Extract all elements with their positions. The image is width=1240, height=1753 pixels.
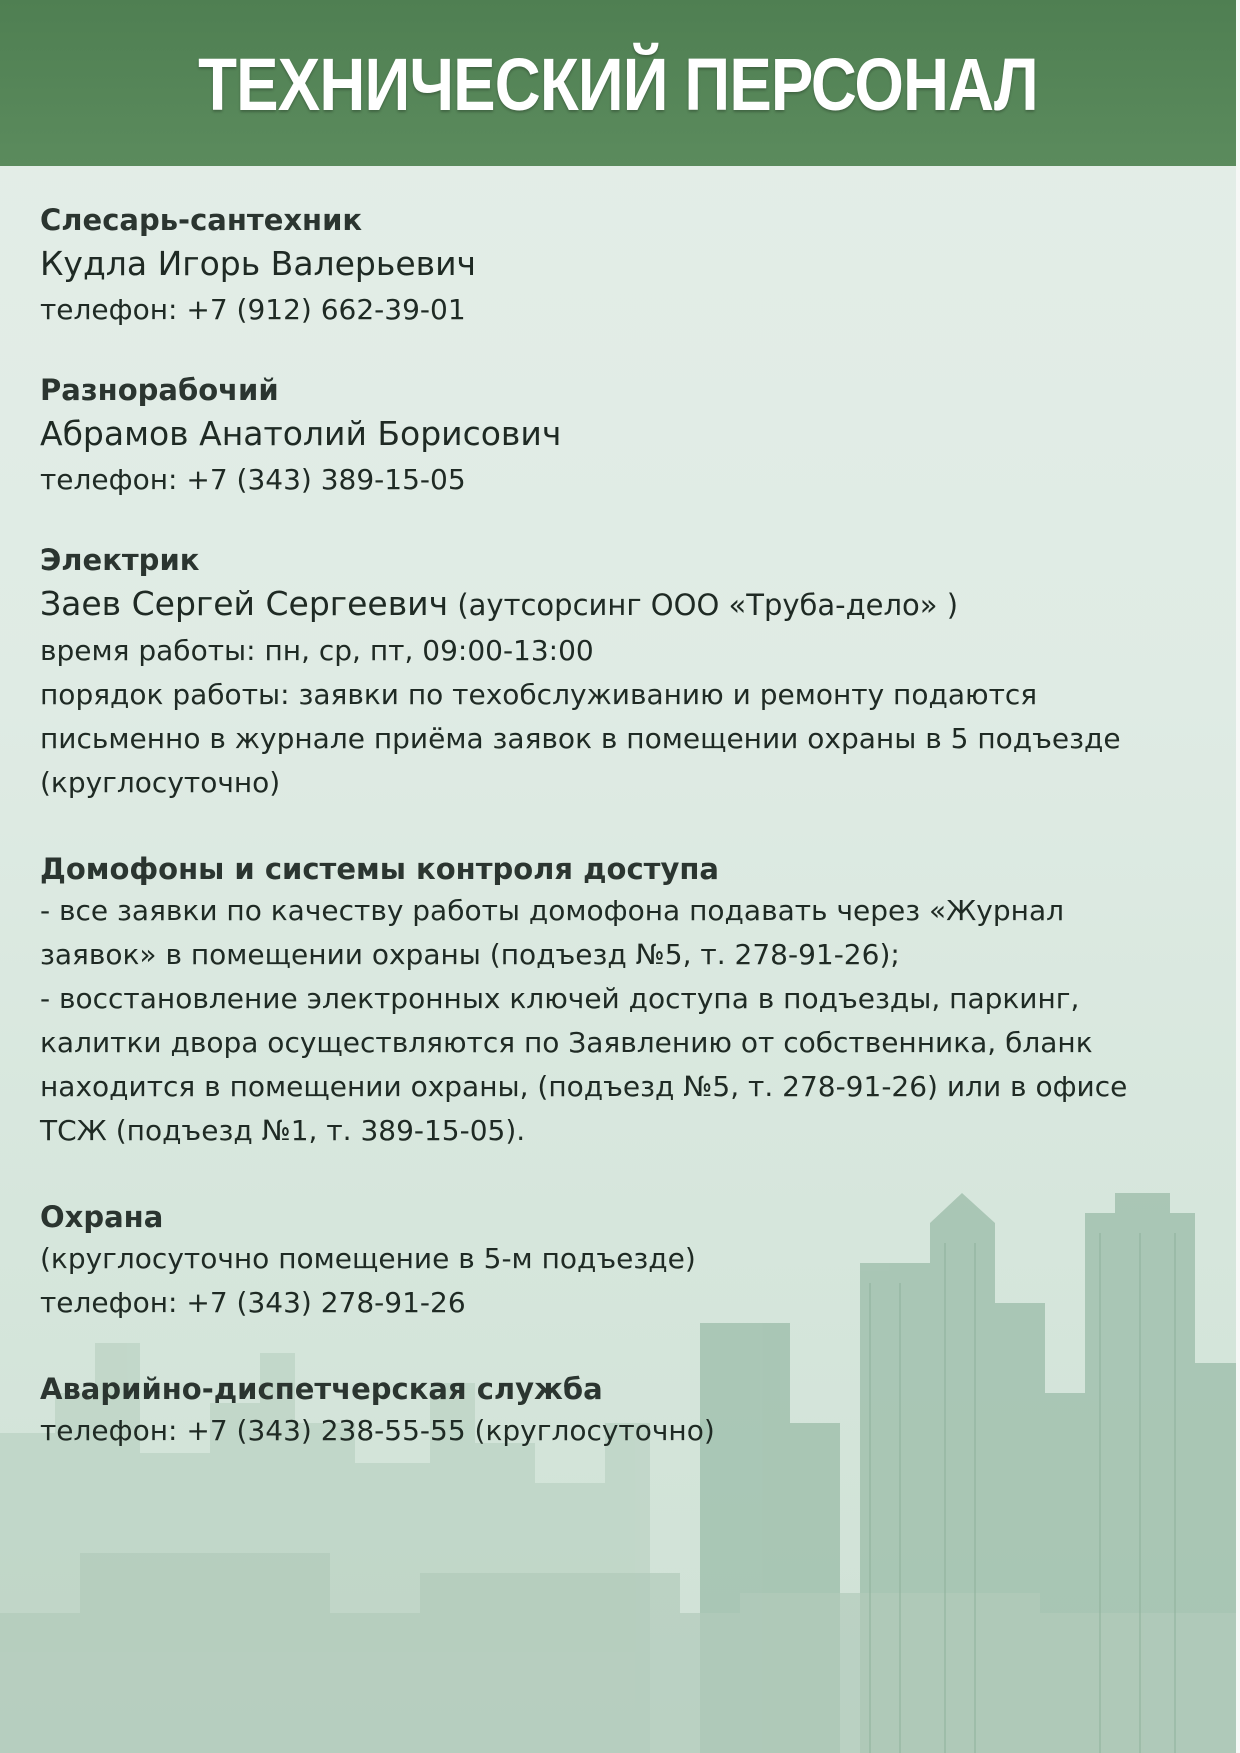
staff-list	[40, 200, 1190, 1453]
spacer	[40, 1325, 1190, 1369]
info-line: находится в помещении охраны, (подъезд №5, т. 278-91-26) или в офисе	[40, 1070, 1128, 1103]
role-title: Аварийно-диспетчерская служба	[40, 1372, 603, 1406]
info-line: ТСЖ (подъезд №1, т. 389-15-05).	[40, 1114, 526, 1147]
staff-name: Заев Сергей Сергеевич	[40, 584, 449, 623]
role-title: Электрик	[40, 543, 200, 577]
phone-line: телефон: +7 (343) 278-91-26	[40, 1286, 466, 1319]
section-electrician	[40, 540, 1190, 805]
role-title: Слесарь-сантехник	[40, 203, 363, 237]
spacer	[40, 805, 1190, 849]
spacer	[40, 1153, 1190, 1197]
staff-name: Кудла Игорь Валерьевич	[40, 244, 477, 283]
info-line: калитки двора осуществляются по Заявлению от собственника, бланк	[40, 1026, 1093, 1059]
header-band	[0, 0, 1236, 166]
section-intercom	[40, 849, 1190, 1153]
role-title: Охрана	[40, 1200, 164, 1234]
page-title: ТЕХНИЧЕСКИЙ ПЕРСОНАЛ	[198, 43, 1038, 126]
info-line: - все заявки по качеству работы домофона подавать через «Журнал	[40, 894, 1064, 927]
info-line: (круглосуточно помещение в 5-м подъезде)	[40, 1242, 696, 1275]
section-plumber	[40, 200, 1190, 332]
info-line: - восстановление электронных ключей доступа в подъезды, паркинг,	[40, 982, 1080, 1015]
work-order-line: порядок работы: заявки по техобслуживанию и ремонту подаются	[40, 678, 1038, 711]
role-title: Разнорабочий	[40, 373, 279, 407]
spacer	[40, 332, 1190, 370]
phone-line: телефон: +7 (343) 389-15-05	[40, 463, 466, 496]
spacer	[40, 502, 1190, 540]
staff-name: Абрамов Анатолий Борисович	[40, 414, 562, 453]
work-order-line: письменно в журнале приёма заявок в помещении охраны в 5 подъезде	[40, 722, 1121, 755]
info-line: заявок» в помещении охраны (подъезд №5, т. 278-91-26);	[40, 938, 900, 971]
work-order-line: (круглосуточно)	[40, 766, 281, 799]
section-emergency	[40, 1369, 1190, 1453]
outsourcing-note: (аутсорсинг ООО «Труба-дело» )	[448, 588, 959, 622]
phone-line: телефон: +7 (912) 662-39-01	[40, 293, 466, 326]
work-hours: время работы: пн, ср, пт, 09:00-13:00	[40, 634, 594, 667]
staff-name-row	[40, 580, 1190, 629]
role-title: Домофоны и системы контроля доступа	[40, 852, 719, 886]
section-handyman	[40, 370, 1190, 502]
scan-edge	[1236, 0, 1240, 1753]
section-security	[40, 1197, 1190, 1325]
phone-line: телефон: +7 (343) 238-55-55 (круглосуточно)	[40, 1414, 715, 1447]
